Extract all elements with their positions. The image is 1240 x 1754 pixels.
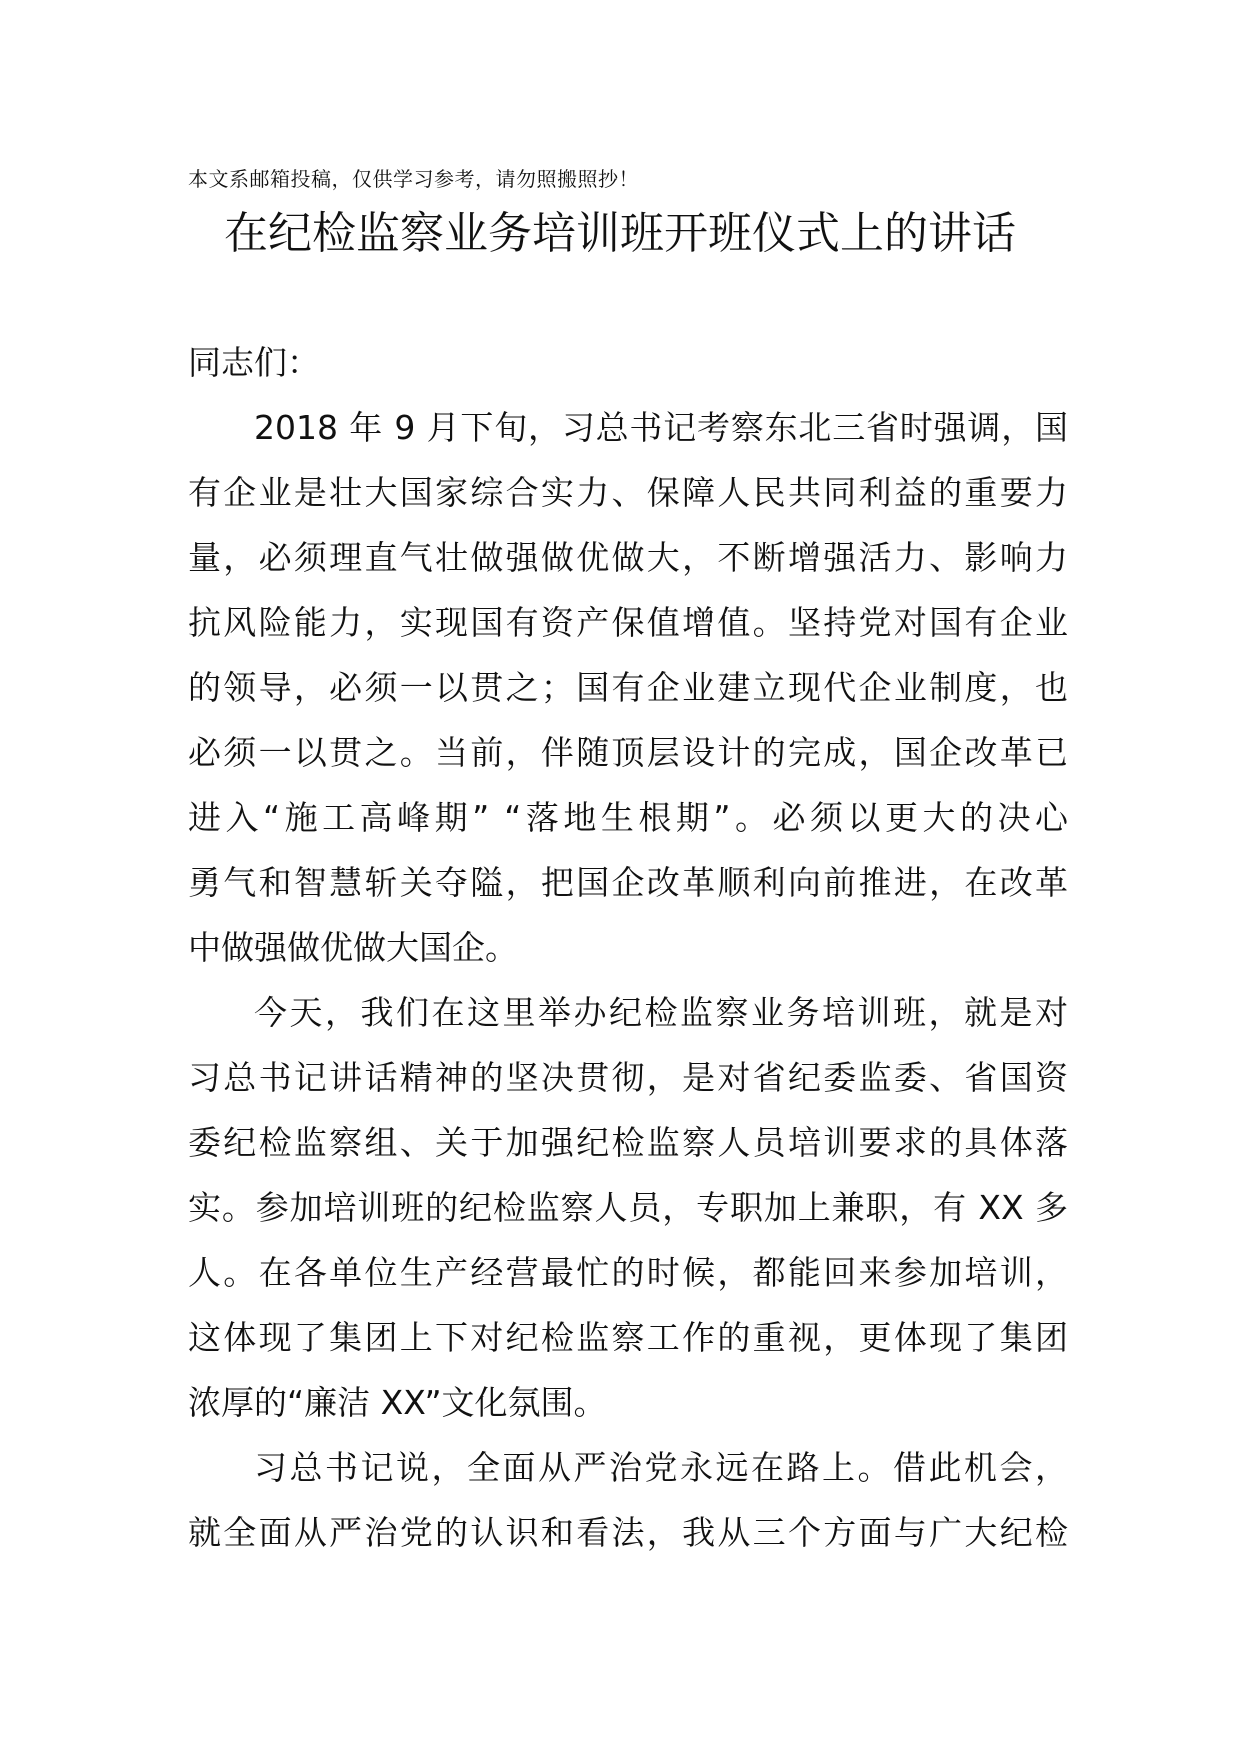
paragraph-line: 勇气和智慧斩关夺隘，把国企改革顺利向前推进，在改革 — [188, 863, 1068, 902]
paragraph-3 — [188, 1435, 1068, 1565]
paragraph-line: 的领导，必须一以贯之；国有企业建立现代企业制度，也 — [188, 668, 1068, 707]
disclaimer-note: 本文系邮箱投稿，仅供学习参考，请勿照搬照抄！ — [188, 167, 639, 191]
paragraph-1 — [188, 395, 1068, 980]
document-title: 在纪检监察业务培训班开班仪式上的讲话 — [224, 208, 1016, 259]
paragraph-line: 这体现了集团上下对纪检监察工作的重视，更体现了集团 — [188, 1318, 1068, 1357]
paragraph-line: 浓厚的“廉洁 XX”文化氛围。 — [188, 1383, 607, 1422]
paragraph-line: 抗风险能力，实现国有资产保值增值。坚持党对国有企业 — [188, 603, 1068, 642]
salutation: 同志们： — [188, 343, 320, 382]
paragraph-line: 中做强做优做大国企。 — [188, 928, 518, 967]
paragraph-line: 2018 年 9 月下旬，习总书记考察东北三省时强调，国 — [254, 408, 1068, 447]
paragraph-line: 必须一以贯之。当前，伴随顶层设计的完成，国企改革已 — [188, 733, 1068, 772]
paragraph-line: 人。在各单位生产经营最忙的时候，都能回来参加培训， — [188, 1253, 1068, 1292]
paragraph-line: 习总书记说，全面从严治党永远在路上。借此机会， — [254, 1448, 1068, 1487]
paragraph-line: 就全面从严治党的认识和看法，我从三个方面与广大纪检 — [188, 1513, 1068, 1552]
paragraph-line: 进入“施工高峰期” “落地生根期”。必须以更大的决心 — [188, 798, 1068, 837]
paragraph-line: 委纪检监察组、关于加强纪检监察人员培训要求的具体落 — [188, 1123, 1068, 1162]
paragraph-line: 今天，我们在这里举办纪检监察业务培训班，就是对 — [254, 993, 1068, 1032]
paragraph-line: 有企业是壮大国家综合实力、保障人民共同利益的重要力 — [188, 473, 1068, 512]
paragraph-line: 量，必须理直气壮做强做优做大，不断增强活力、影响力 — [188, 538, 1068, 577]
paragraph-line: 实。参加培训班的纪检监察人员，专职加上兼职，有 XX 多 — [188, 1188, 1068, 1227]
paragraph-2 — [188, 980, 1068, 1435]
document-body — [188, 330, 1068, 1565]
paragraph-line: 习总书记讲话精神的坚决贯彻，是对省纪委监委、省国资 — [188, 1058, 1068, 1097]
